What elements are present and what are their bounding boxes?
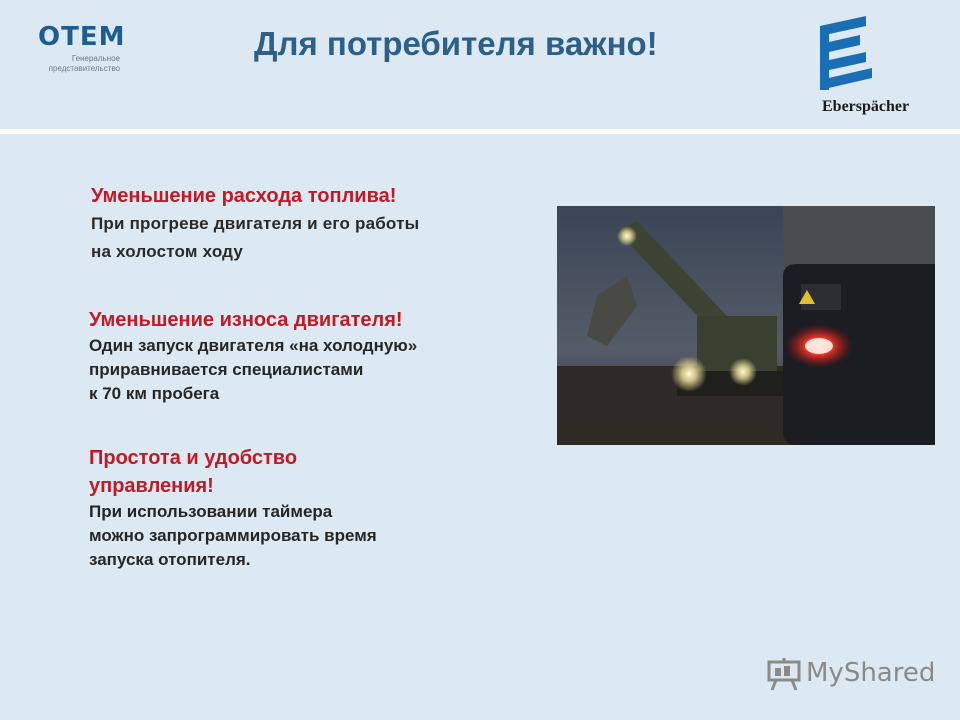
header (0, 0, 960, 130)
presentation-board-icon (766, 656, 802, 692)
section-engine-wear (89, 306, 509, 406)
section-ease-of-use (89, 444, 449, 572)
header-divider (0, 129, 960, 134)
section-heading: Уменьшение расхода топлива! (91, 185, 397, 207)
section-heading: Уменьшение износа двигателя! (89, 309, 403, 331)
otem-logo (38, 24, 125, 74)
watermark-text: MyShared (806, 658, 936, 688)
section-text-line: запуска отопителя. (89, 550, 251, 569)
otem-logo-subtitle: Генеральное представительство (48, 54, 120, 73)
eberspaecher-emblem-icon (816, 14, 876, 100)
section-text-line: приравнивается специалистами (89, 360, 364, 379)
section-text-line: При использовании таймера (89, 502, 333, 521)
excavator-night-photo (557, 206, 935, 445)
section-text-line: на холостом ходу (91, 242, 244, 261)
section-text-line: Один запуск двигателя «на холодную» (89, 336, 418, 355)
excavator-illustration (557, 206, 935, 445)
section-text-line: можно запрограммировать время (89, 526, 377, 545)
section-heading-line: управления! (89, 475, 214, 497)
otem-logo-text: OTEM (38, 22, 126, 52)
myshared-watermark (766, 656, 936, 692)
page-title: Для потребителя важно! (254, 25, 658, 62)
eberspaecher-logo-text: Eberspächer (822, 98, 910, 115)
section-text-line: При прогреве двигателя и его работы (91, 214, 420, 233)
section-text-line: к 70 км пробега (89, 384, 220, 403)
eberspaecher-logo (816, 14, 936, 120)
section-heading-line: Простота и удобство (89, 447, 298, 469)
section-fuel-savings (91, 182, 511, 266)
